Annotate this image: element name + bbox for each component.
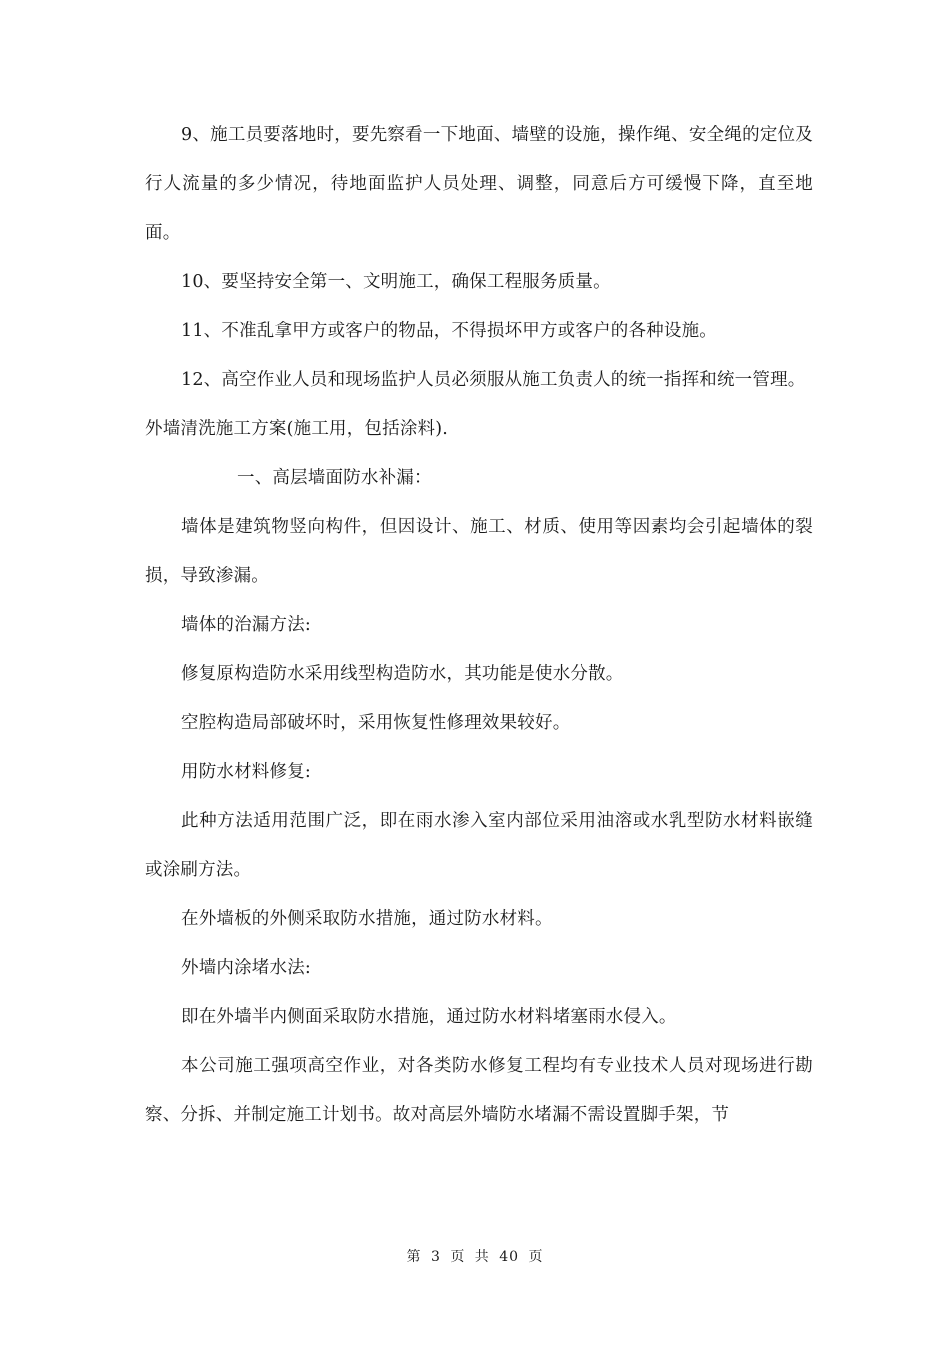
page-footer: [0, 1246, 950, 1266]
footer-label-unit2: 页: [528, 1249, 544, 1265]
paragraph: 用防水材料修复:: [181, 762, 311, 782]
paragraph-item-10: 10、要坚持安全第一、文明施工，确保工程服务质量。: [181, 272, 611, 292]
paragraph: 修复原构造防水采用线型构造防水，其功能是使水分散。: [181, 664, 624, 684]
paragraph: 即在外墙半内侧面采取防水措施，通过防水材料堵塞雨水侵入。: [181, 1007, 677, 1027]
footer-current-page: 3: [430, 1249, 441, 1265]
paragraph: 外墙内涂堵水法:: [181, 958, 311, 978]
paragraph-item-11: 11、不准乱拿甲方或客户的物品，不得损坏甲方或客户的各种设施。: [181, 321, 717, 341]
footer-label-unit: 页: [450, 1249, 466, 1265]
subsection-heading: 一、高层墙面防水补漏：: [237, 468, 432, 488]
document-body: [145, 111, 813, 1140]
paragraph: 墙体是建筑物竖向构件，但因设计、施工、材质、使用等因素均会引起墙体的裂损，导致渗漏。: [145, 517, 813, 586]
section-title: 外墙清洗施工方案(施工用，包括涂料).: [145, 419, 449, 439]
footer-total-pages: 40: [499, 1249, 520, 1265]
paragraph: 本公司施工强项高空作业，对各类防水修复工程均有专业技术人员对现场进行勘察、分拆、并制定施工计划书。故对高层外墙防水堵漏不需设置脚手架，节: [145, 1056, 813, 1125]
footer-label-page: 第: [406, 1249, 422, 1265]
paragraph-item-12: 12、高空作业人员和现场监护人员必须服从施工负责人的统一指挥和统一管理。: [181, 370, 806, 390]
paragraph: 此种方法适用范围广泛，即在雨水渗入室内部位采用油溶或水乳型防水材料嵌缝或涂刷方法。: [145, 811, 813, 880]
paragraph: 在外墙板的外侧采取防水措施，通过防水材料。: [181, 909, 553, 929]
paragraph-item-9: 9、施工员要落地时，要先察看一下地面、墙壁的设施，操作绳、安全绳的定位及行人流量的多少情况，待地面监护人员处理、调整，同意后方可缓慢下降，直至地面。: [145, 125, 813, 243]
paragraph: 空腔构造局部破坏时，采用恢复性修理效果较好。: [181, 713, 571, 733]
paragraph: 墙体的治漏方法:: [181, 615, 311, 635]
footer-label-total: 共: [474, 1249, 490, 1265]
